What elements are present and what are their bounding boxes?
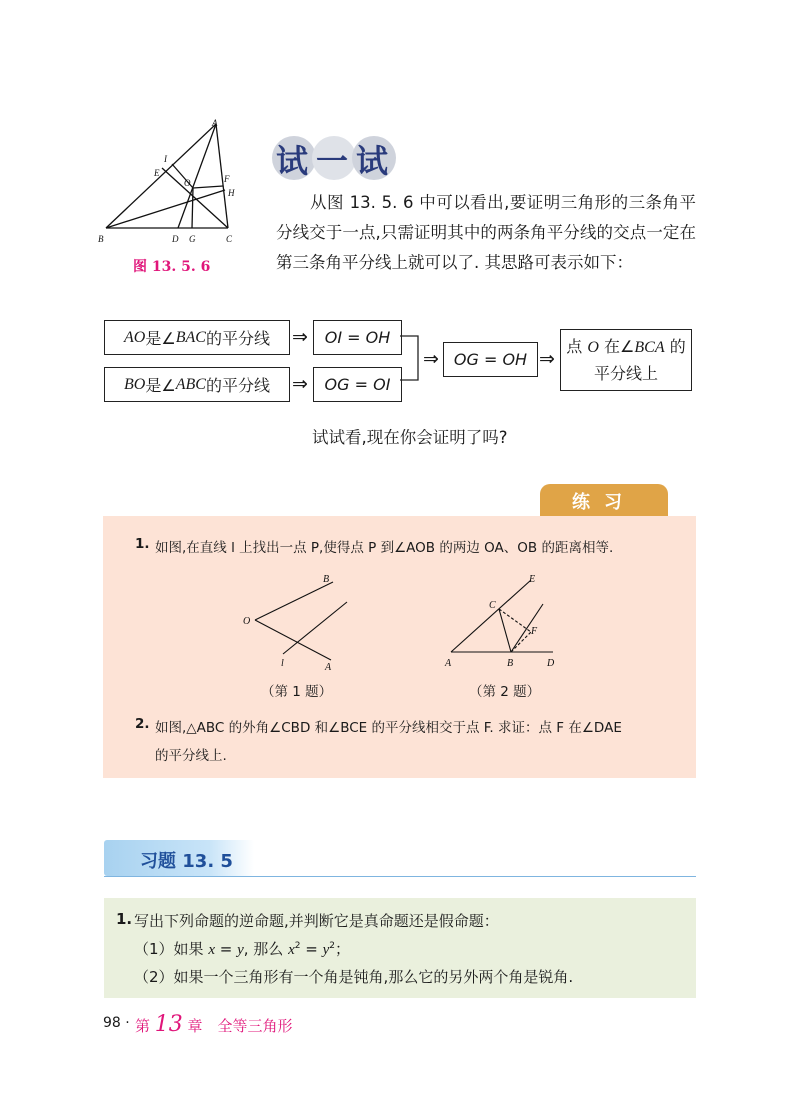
flow-box-conclusion: 点 O 在∠BCA 的 平分线上 bbox=[560, 329, 692, 391]
svg-text:D: D bbox=[172, 234, 179, 244]
svg-text:F: F bbox=[531, 626, 538, 637]
svg-text:E: E bbox=[529, 574, 536, 585]
svg-text:E: E bbox=[154, 168, 160, 178]
exercise-divider bbox=[104, 876, 696, 877]
svg-text:B: B bbox=[507, 658, 514, 669]
flow-box-oi-oh: OI = OH bbox=[313, 320, 402, 355]
exercise-title: 习题 13. 5 bbox=[140, 851, 233, 872]
practice-panel bbox=[103, 516, 696, 778]
flow-box-og-oh: OG = OH bbox=[443, 342, 538, 377]
intro-paragraph: 从图 13. 5. 6 中可以看出,要证明三角形的三条角平分线交于一点,只需证明其中的两条角平分线的交点一定在第三条角平分线上就可以了. 其思路可表示如下： bbox=[276, 193, 696, 272]
try-prompt: 试试看,现在你会证明了吗? bbox=[312, 428, 508, 447]
flow-box-ao-bisector: AO 是∠ BAC 的平分线 bbox=[104, 320, 290, 355]
practice-fig2-caption: （第 2 题） bbox=[469, 684, 541, 700]
svg-text:C: C bbox=[489, 600, 496, 611]
figure-caption: 图 13. 5. 6 bbox=[133, 259, 211, 275]
svg-text:A: A bbox=[212, 118, 218, 128]
svg-text:D: D bbox=[547, 658, 555, 669]
practice-tab: 练习 bbox=[540, 484, 668, 518]
practice-q1-number: 1. bbox=[135, 536, 150, 552]
practice-fig2 bbox=[441, 572, 561, 672]
practice-q2-line1: 如图,△ABC 的外角∠CBD 和∠BCE 的平分线相交于点 F. 求证：点 F 在∠DAE bbox=[155, 720, 622, 736]
practice-q2-number: 2. bbox=[135, 716, 150, 732]
flow-arrow-1: ⇒ bbox=[292, 326, 308, 348]
svg-text:H: H bbox=[228, 188, 235, 198]
flow-arrow-4: ⇒ bbox=[539, 348, 555, 370]
flow-bracket bbox=[400, 330, 420, 386]
page-number: 98 · bbox=[103, 1015, 130, 1031]
svg-text:l: l bbox=[281, 658, 284, 669]
svg-text:O: O bbox=[184, 178, 191, 188]
practice-q2-line2: 的平分线上. bbox=[155, 748, 227, 764]
svg-text:C: C bbox=[226, 234, 233, 244]
practice-q1-text: 如图,在直线 l 上找出一点 P,使得点 P 到∠AOB 的两边 OA、OB 的距离相等. bbox=[155, 540, 614, 556]
exercise-panel bbox=[104, 898, 696, 998]
practice-fig1 bbox=[243, 572, 353, 672]
tryit-badge bbox=[268, 130, 398, 186]
exercise-q1-sub1: （1）如果 x = y, 那么 $x^2 = y^2$； bbox=[134, 940, 351, 958]
svg-text:I: I bbox=[164, 154, 167, 164]
svg-text:O: O bbox=[243, 616, 251, 627]
flow-box-bo-bisector: BO 是∠ ABC 的平分线 bbox=[104, 367, 290, 402]
svg-text:A: A bbox=[325, 662, 332, 672]
svg-text:A: A bbox=[445, 658, 452, 669]
tryit-title: 试一试 bbox=[276, 142, 397, 180]
exercise-q1-number: 1. bbox=[116, 910, 133, 928]
practice-fig1-caption: （第 1 题） bbox=[261, 684, 333, 700]
flow-box-og-oi: OG = OI bbox=[313, 367, 402, 402]
svg-text:F: F bbox=[224, 174, 230, 184]
svg-text:B: B bbox=[323, 574, 330, 585]
flow-arrow-2: ⇒ bbox=[292, 373, 308, 395]
chapter-label: 第 13 章 全等三角形 bbox=[135, 1012, 293, 1037]
exercise-q1-sub2: （2）如果一个三角形有一个角是钝角,那么它的另外两个角是锐角. bbox=[134, 968, 574, 986]
exercise-q1-text: 写出下列命题的逆命题,并判断它是真命题还是假命题： bbox=[134, 912, 499, 930]
svg-text:G: G bbox=[189, 234, 196, 244]
flow-arrow-3: ⇒ bbox=[423, 348, 439, 370]
triangle-figure bbox=[92, 118, 252, 248]
svg-text:B: B bbox=[98, 234, 104, 244]
